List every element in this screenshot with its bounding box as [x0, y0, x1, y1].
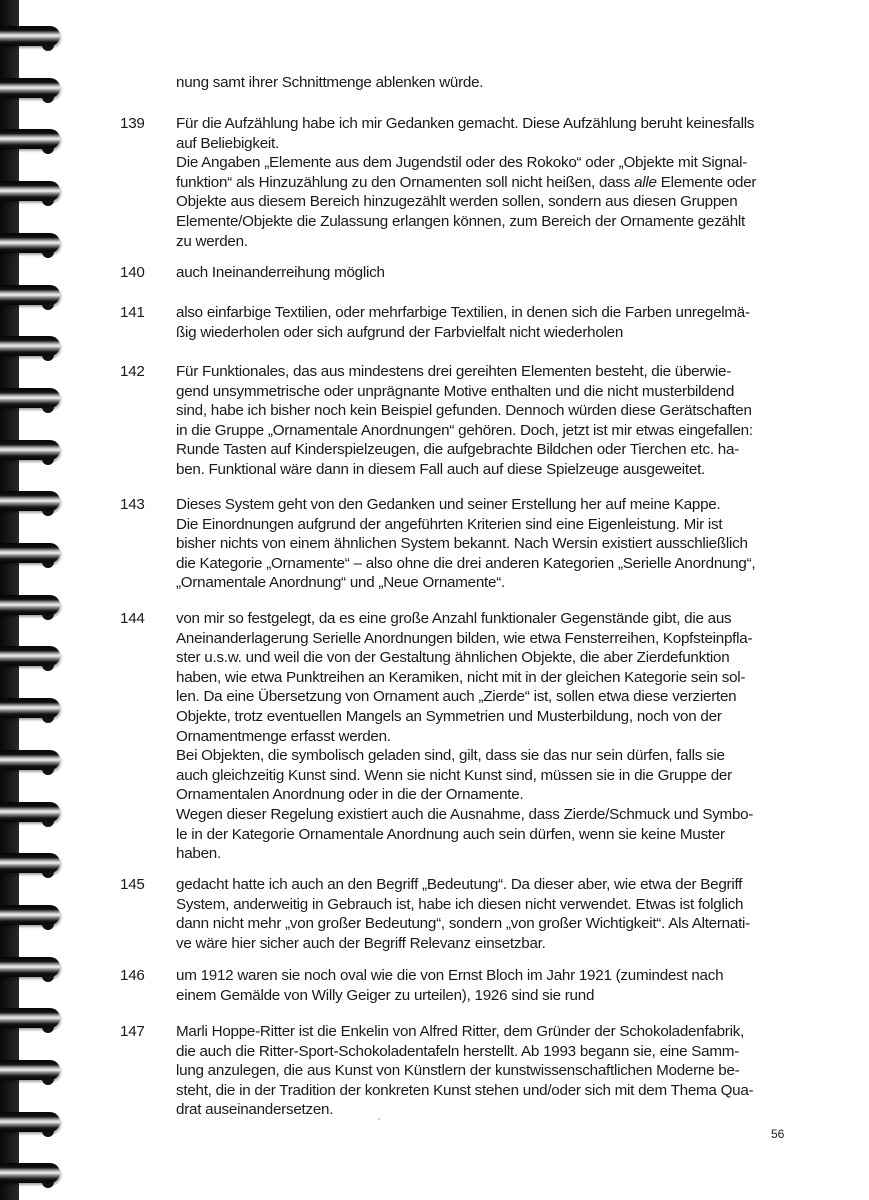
page-number: 56	[771, 1127, 785, 1141]
text-line: sind, habe ich bisher noch kein Beispiel gefunden. Dennoch würden diese Gerätschaften	[176, 402, 752, 420]
text-line: Marli Hoppe-Ritter ist die Enkelin von Alfred Ritter, dem Gründer der Schokoladenfabrik,	[176, 1023, 745, 1040]
text-line: einem Gemälde von Willy Geiger zu urteilen), 1926 sind sie rund	[176, 986, 595, 1004]
text-line: haben, wie etwa Punktreihen an Keramiken, nicht mit in der gleichen Kategorie sein sol-	[176, 668, 746, 686]
text-line: gend unsymmetrische oder unprägnante Motive enthalten und die nicht musterbildend	[176, 382, 735, 400]
text-line: Runde Tasten auf Kinderspielzeugen, die aufgebrachte Bildchen oder Tierchen etc. ha-	[176, 441, 739, 459]
text-line: die Kategorie „Ornamente“ – also ohne die drei anderen Kategorien „Serielle Anordnung“,	[176, 554, 756, 572]
footnote-number: 140	[120, 264, 145, 281]
text-line: haben.	[176, 845, 221, 863]
text-line: ben. Funktional wäre dann in diesem Fall auch auf diese Spielzeuge ausgeweitet.	[176, 460, 706, 478]
footnote-144	[120, 609, 800, 864]
text-line: auch Ineinanderreihung möglich	[176, 264, 385, 281]
text-line: funktion“ als Hinzuzählung zu den Ornamenten soll nicht heißen, dass alle Elemente oder	[176, 173, 757, 191]
footnote-text	[176, 73, 801, 93]
text-line: le in der Kategorie Ornamentale Anordnung auch sein dürfen, wenn sie keine Muster	[176, 825, 725, 843]
emphasized-word: alle	[634, 173, 657, 191]
footnote-number: 143	[120, 496, 145, 513]
footnote-text	[176, 609, 801, 864]
text-line: Die Einordnungen aufgrund der angeführten Kriterien sind eine Eigenleistung. Mir ist	[176, 515, 723, 533]
text-line: Für Funktionales, das aus mindestens drei gereihten Elementen besteht, die überwie-	[176, 363, 732, 380]
text-line: Aneinanderlagerung Serielle Anordnungen bilden, wie etwa Fensterreihen, Kopfsteinpfla-	[176, 629, 753, 647]
footnote-145	[120, 875, 800, 953]
text-line: nung samt ihrer Schnittmenge ablenken würde.	[176, 74, 484, 91]
text-line: zu werden.	[176, 232, 248, 250]
footnote-141	[120, 303, 800, 342]
footnote-146	[120, 966, 800, 1005]
footnote-140	[120, 263, 800, 283]
text-line: Objekte aus diesem Bereich hinzugezählt werden sollen, sondern aus diesen Gruppen	[176, 193, 738, 211]
text-line: von mir so festgelegt, da es eine große Anzahl funktionaler Gegenstände gibt, die aus	[176, 610, 732, 627]
text-line: um 1912 waren sie noch oval wie die von Ernst Bloch im Jahr 1921 (zumindest nach	[176, 967, 724, 984]
footnote-text	[176, 362, 801, 480]
scan-speck	[378, 1118, 380, 1120]
footnote-142	[120, 362, 800, 480]
footnote-text	[176, 966, 801, 1005]
text-line: in die Gruppe „Ornamentale Anordnungen“ gehören. Doch, jetzt ist mir etwas eingefallen:	[176, 421, 753, 439]
text-line: Die Angaben „Elemente aus dem Jugendstil oder des Rokoko“ oder „Objekte mit Signal-	[176, 154, 748, 172]
text-line: drat auseinandersetzen.	[176, 1101, 334, 1119]
footnote-number: 141	[120, 304, 145, 321]
text-line: „Ornamentale Anordnung“ und „Neue Ornamente“.	[176, 574, 505, 592]
footnote-147	[120, 1022, 800, 1120]
text-line: Ornamentmenge erfasst werden.	[176, 727, 391, 745]
text-line: Dieses System geht von den Gedanken und seiner Erstellung her auf meine Kappe.	[176, 496, 721, 513]
text-line: dann nicht mehr „von großer Bedeutung“, sondern „von großer Wichtigkeit“. Als Alternati-	[176, 915, 750, 933]
text-line: steht, die in der Tradition der konkreten Kunst stehen und/oder sich mit dem Thema Qua-	[176, 1081, 754, 1099]
footnote-text	[176, 263, 801, 283]
footnote-number: 147	[120, 1023, 145, 1040]
footnote-text	[176, 303, 801, 342]
footnote-number: 144	[120, 610, 145, 627]
text-line: gedacht hatte ich auch an den Begriff „Bedeutung“. Da dieser aber, wie etwa der Begriff	[176, 876, 743, 893]
footnote-number: 145	[120, 876, 145, 893]
footnote-number: 142	[120, 363, 145, 380]
footnote-text	[176, 495, 801, 593]
text-line: ster u.s.w. und weil die von der Gestaltung ähnlichen Objekte, die aber Zierdefunktion	[176, 649, 730, 667]
footnote-text	[176, 1022, 801, 1120]
text-line: Objekte, trotz eventuellen Mangels an Symmetrien und Musterbildung, noch von der	[176, 707, 722, 725]
footnote-number: 146	[120, 967, 145, 984]
footnote-continuation	[120, 73, 800, 93]
text-line: ve wäre hier sicher auch der Begriff Relevanz einsetzbar.	[176, 934, 546, 952]
text-line: also einfarbige Textilien, oder mehrfarbige Textilien, in denen sich die Farben unregelmä-	[176, 304, 750, 321]
text-line: lung anzulegen, die aus Kunst von Künstlern der kunstwissenschaftlichen Moderne be-	[176, 1062, 740, 1080]
footnote-text	[176, 875, 801, 953]
text-line: Wegen dieser Regelung existiert auch die Ausnahme, dass Zierde/Schmuck und Symbo-	[176, 805, 754, 823]
text-line: ßig wiederholen oder sich aufgrund der Farbvielfalt nicht wiederholen	[176, 323, 624, 341]
text-line: Bei Objekten, die symbolisch geladen sind, gilt, dass sie das nur sein dürfen, falls sie	[176, 747, 725, 765]
text-line: System, anderweitig in Gebrauch ist, habe ich diesen nicht verwendet. Etwas ist folglich	[176, 895, 744, 913]
text-line: Elemente/Objekte die Zulassung erlangen können, zum Bereich der Ornamente gezählt	[176, 212, 746, 230]
text-line: die auch die Ritter-Sport-Schokoladentafeln herstellt. Ab 1993 begann sie, eine Samm-	[176, 1042, 739, 1060]
text-line: auf Beliebigkeit.	[176, 134, 279, 152]
text-line: auch gleichzeitig Kunst sind. Wenn sie nicht Kunst sind, müssen sie in die Gruppe der	[176, 766, 732, 784]
text-line: len. Da eine Übersetzung von Ornament auch „Zierde“ ist, sollen etwa diese verzierten	[176, 688, 737, 706]
footnote-number: 139	[120, 115, 145, 132]
text-line: bisher nichts von einem ähnlichen System bekannt. Nach Wersin existiert ausschließlich	[176, 535, 748, 553]
footnote-text	[176, 114, 801, 251]
footnote-143	[120, 495, 800, 593]
text-line: Ornamentalen Anordnung oder in die der Ornamente.	[176, 786, 524, 804]
text-line: Für die Aufzählung habe ich mir Gedanken gemacht. Diese Aufzählung beruht keinesfalls	[176, 115, 755, 132]
footnote-139	[120, 114, 800, 251]
